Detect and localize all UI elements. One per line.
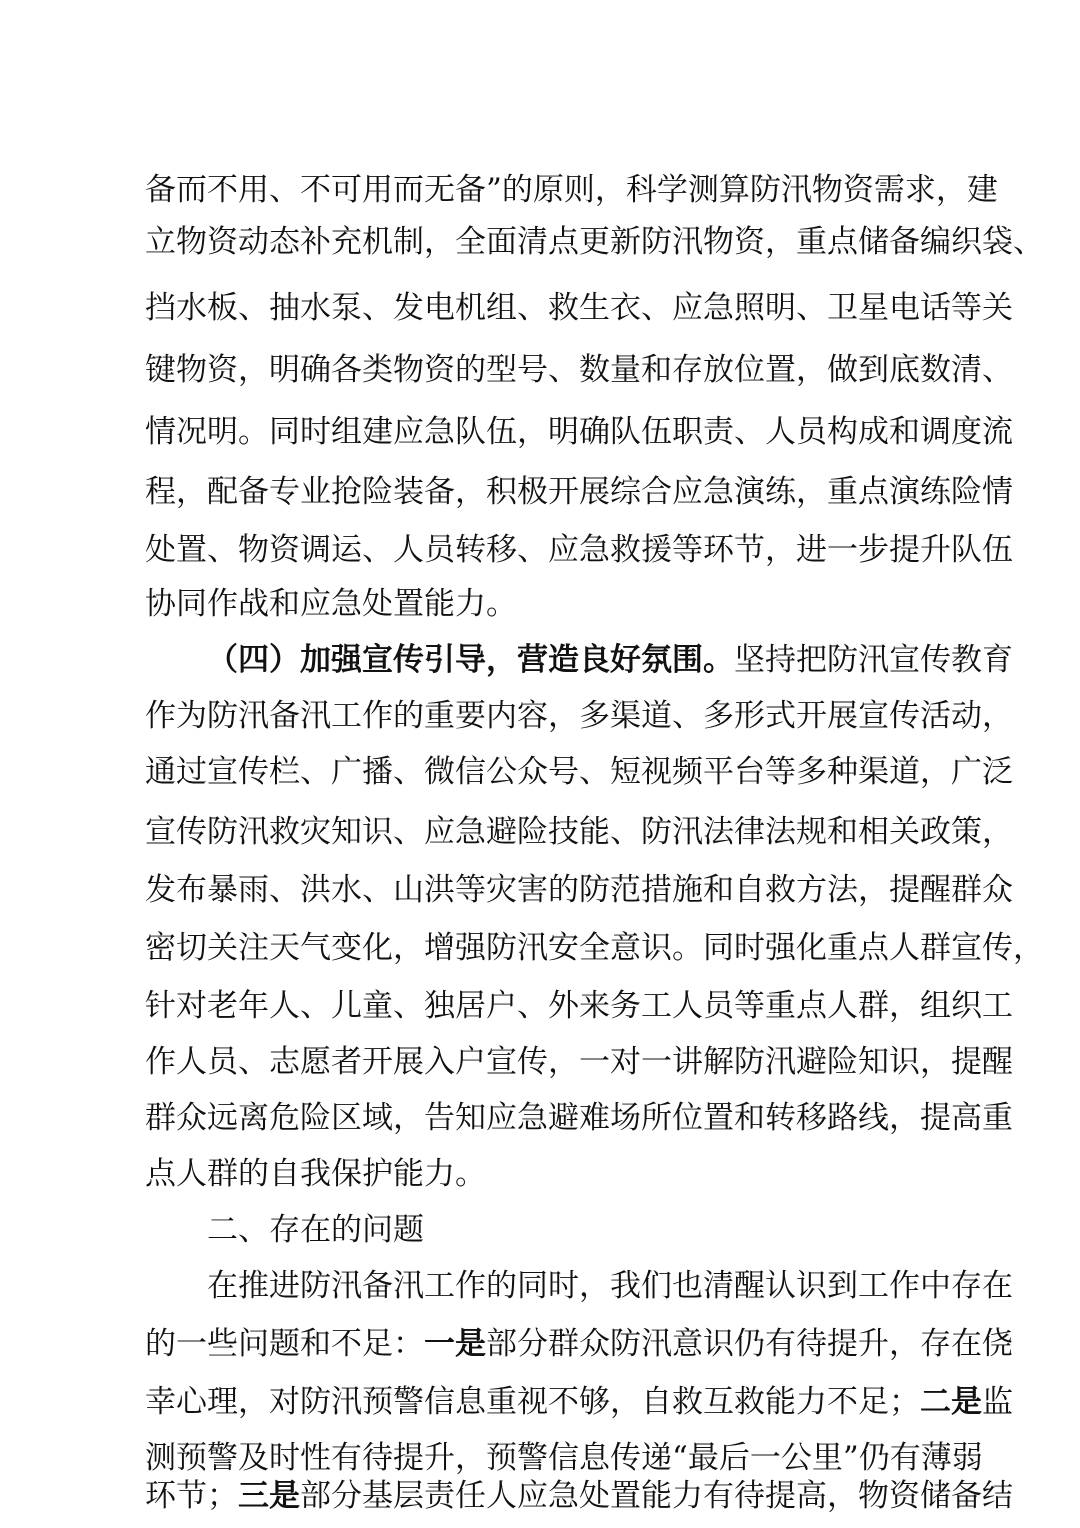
paragraph-line: 在推进防汛备汛工作的同时，我们也清醒认识到工作中存在 xyxy=(207,1268,1013,1304)
emphasis-text: 一是 xyxy=(424,1326,486,1362)
paragraph-line: 发布暴雨、洪水、山洪等灾害的防范措施和自救方法，提醒群众 xyxy=(145,872,1013,908)
paragraph-line: 挡水板、抽水泵、发电机组、救生衣、应急照明、卫星电话等关 xyxy=(145,290,1013,326)
paragraph-text: 部分基层责任人应急处置能力有待提高，物资储备结 xyxy=(300,1478,1013,1514)
paragraph-line: 程，配备专业抢险装备，积极开展综合应急演练，重点演练险情 xyxy=(145,474,1013,510)
paragraph-line: 键物资，明确各类物资的型号、数量和存放位置，做到底数清、 xyxy=(145,352,1013,388)
paragraph-line: 作人员、志愿者开展入户宣传，一对一讲解防汛避险知识，提醒 xyxy=(145,1044,1013,1080)
paragraph-text: 幸心理，对防汛预警信息重视不够，自救互救能力不足； xyxy=(145,1384,920,1420)
emphasis-text: 三是 xyxy=(238,1478,300,1514)
paragraph-line: 协同作战和应急处置能力。 xyxy=(145,586,517,622)
paragraph-line: 处置、物资调运、人员转移、应急救援等环节，进一步提升队伍 xyxy=(145,532,1013,568)
paragraph-line: 情况明。同时组建应急队伍，明确队伍职责、人员构成和调度流 xyxy=(145,414,1013,450)
paragraph-line: 宣传防汛救灾知识、应急避险技能、防汛法律法规和相关政策， xyxy=(145,814,1013,850)
paragraph-line xyxy=(145,1470,1013,1522)
paragraph-line: 针对老年人、儿童、独居户、外来务工人员等重点人群，组织工 xyxy=(145,988,1013,1024)
paragraph-line xyxy=(145,1318,1013,1370)
paragraph-text: 的一些问题和不足： xyxy=(145,1326,424,1362)
paragraph-line: 群众远离危险区域，告知应急避难场所位置和转移路线，提高重 xyxy=(145,1100,1013,1136)
paragraph-text: 部分群众防汛意识仍有待提升，存在侥 xyxy=(486,1326,1013,1362)
paragraph-line: 密切关注天气变化，增强防汛安全意识。同时强化重点人群宣传， xyxy=(145,930,1044,966)
section-heading-line xyxy=(207,634,1013,686)
emphasis-text: 二是 xyxy=(920,1384,982,1420)
paragraph-line: 通过宣传栏、广播、微信公众号、短视频平台等多种渠道，广泛 xyxy=(145,754,1013,790)
paragraph-line xyxy=(145,1376,1013,1428)
paragraph-text: 监 xyxy=(982,1384,1013,1420)
section-heading: 二、存在的问题 xyxy=(207,1212,424,1248)
paragraph-line: 备而不用、不可用而无备”的原则，科学测算防汛物资需求，建 xyxy=(145,172,998,208)
subsection-heading: （四）加强宣传引导，营造良好氛围。 xyxy=(207,642,734,678)
paragraph-line: 立物资动态补充机制，全面清点更新防汛物资，重点储备编织袋、 xyxy=(145,224,1044,260)
paragraph-text: 坚持把防汛宣传教育 xyxy=(734,642,1013,678)
paragraph-line: 点人群的自我保护能力。 xyxy=(145,1156,486,1192)
paragraph-line: 作为防汛备汛工作的重要内容，多渠道、多形式开展宣传活动， xyxy=(145,698,1013,734)
paragraph-line: 测预警及时性有待提升，预警信息传递“最后一公里”仍有薄弱 xyxy=(145,1440,983,1476)
paragraph-text: 环节； xyxy=(145,1478,238,1514)
